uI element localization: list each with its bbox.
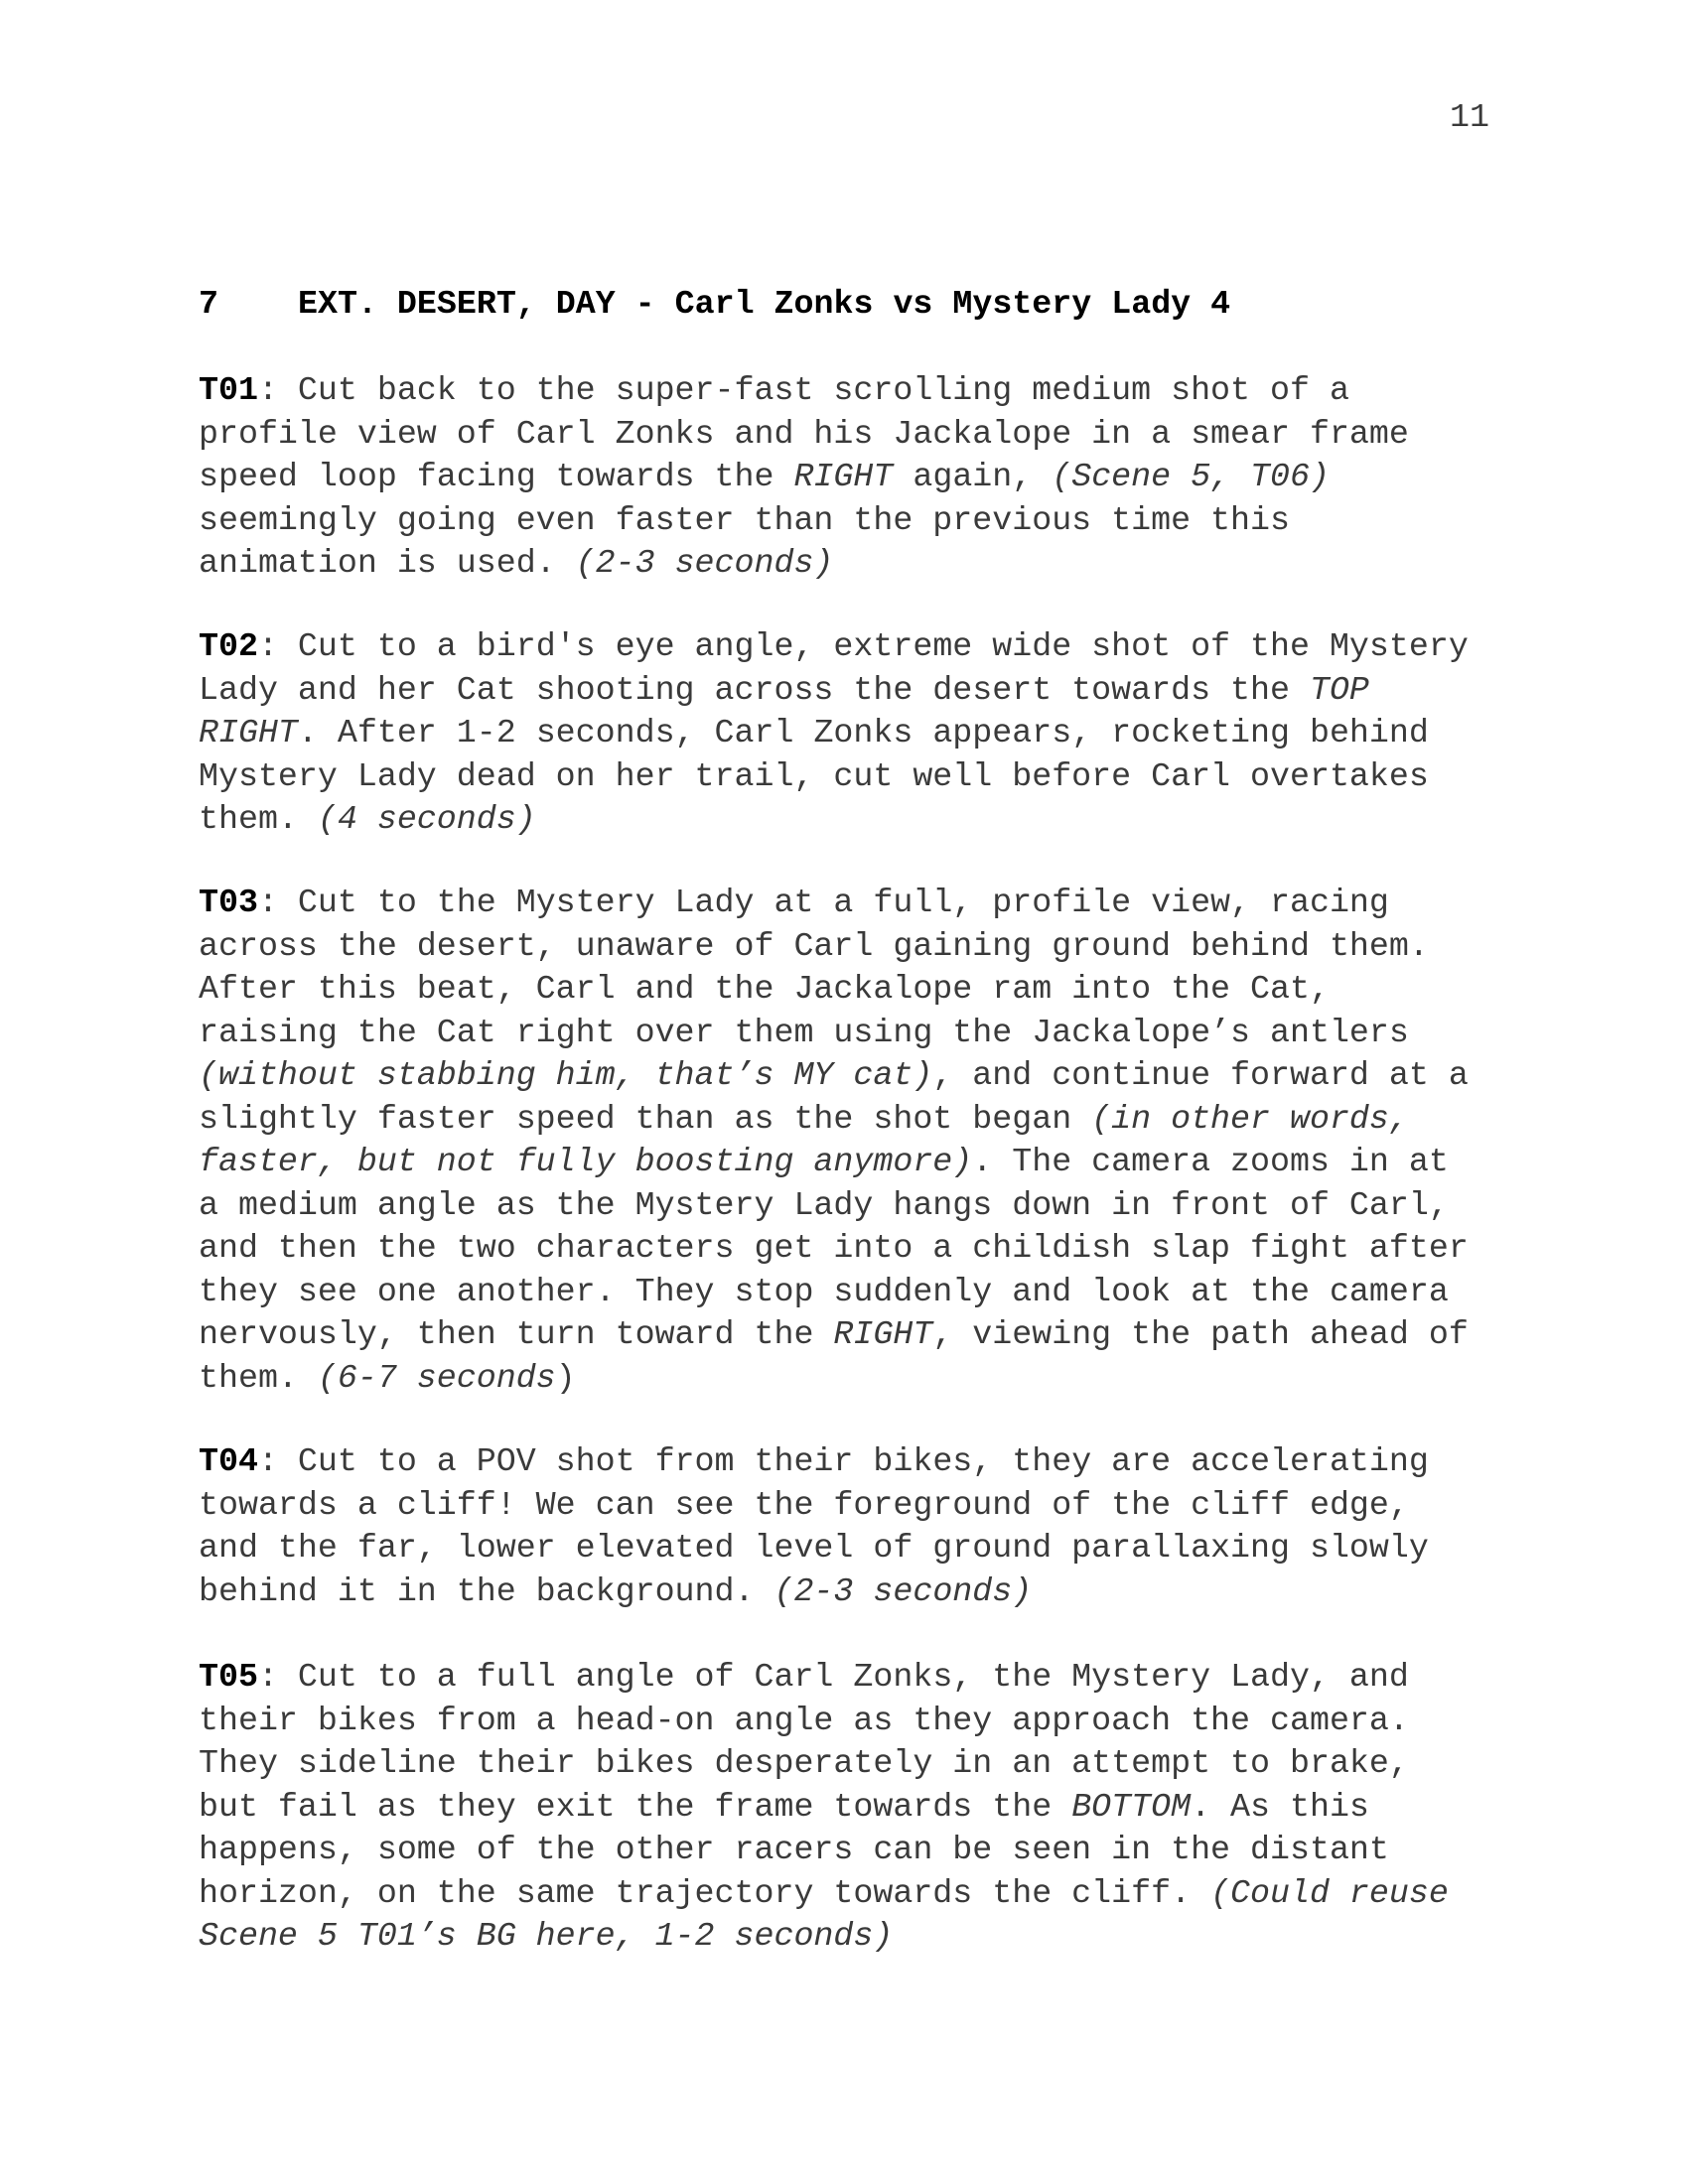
shot-text: After this beat, Carl and the Jackalope ram into the Cat,	[199, 970, 1330, 1009]
italic-text: (Scene 5, T06)	[1052, 458, 1330, 496]
shot-label: T03	[199, 884, 258, 921]
shot-text: slightly faster speed than as the shot began	[199, 1099, 1092, 1138]
italic-text: Scene 5 T01’s BG here, 1-2 seconds)	[199, 1917, 894, 1956]
shot-text: them.	[199, 1359, 318, 1398]
shot-text: seemingly going even faster than the previous time this	[199, 500, 1290, 539]
shot-t02	[199, 625, 1489, 842]
shot-line	[199, 712, 1489, 755]
shot-line	[199, 1227, 1489, 1271]
shot-line	[199, 1829, 1489, 1872]
shot-text: : Cut to a bird's eye angle, extreme wide shot of the Mystery	[257, 627, 1469, 665]
shot-t05	[199, 1656, 1489, 1959]
italic-text: BOTTOM	[1071, 1787, 1192, 1826]
shot-t03	[199, 882, 1489, 1401]
shot-text: Mystery Lady dead on her trail, cut well before Carl overtakes	[199, 756, 1429, 795]
shot-line	[199, 1872, 1489, 1916]
shot-line	[199, 755, 1489, 799]
shot-text: horizon, on the same trajectory towards the cliff.	[199, 1873, 1211, 1912]
shot-text: happens, some of the other racers can be seen in the distant	[199, 1831, 1389, 1869]
shot-line	[199, 1527, 1489, 1570]
italic-text: (2-3 seconds)	[774, 1571, 1033, 1610]
scene-heading-text: EXT. DESERT, DAY - Carl Zonks vs Mystery Lady 4	[298, 285, 1231, 323]
shot-label: T05	[199, 1658, 258, 1696]
italic-text: (Could reuse	[1210, 1873, 1449, 1912]
shot-text: : Cut to a full angle of Carl Zonks, the Mystery Lady, and	[257, 1658, 1409, 1696]
shot-line	[199, 1786, 1489, 1830]
shot-line	[199, 1357, 1489, 1401]
shot-line	[199, 669, 1489, 713]
shot-text: across the desert, unaware of Carl gaining ground behind them.	[199, 926, 1429, 965]
italic-text: (4 seconds)	[317, 800, 536, 839]
shot-text: nervously, then turn toward the	[199, 1315, 834, 1354]
shot-text: Lady and her Cat shooting across the desert towards the	[199, 670, 1310, 709]
shot-text: animation is used.	[199, 544, 576, 583]
italic-text: (6-7 seconds	[317, 1359, 556, 1398]
shot-line	[199, 925, 1489, 969]
shot-line	[199, 1656, 1489, 1700]
scene-heading	[199, 284, 1230, 324]
shot-line	[199, 1915, 1489, 1959]
shot-line	[199, 1313, 1489, 1357]
page-number: 11	[1450, 98, 1489, 136]
shot-text: their bikes from a head-on angle as they approach the camera.	[199, 1701, 1409, 1739]
shot-text: They sideline their bikes desperately in an attempt to brake,	[199, 1744, 1409, 1783]
shot-line	[199, 1440, 1489, 1484]
shot-label: T02	[199, 627, 258, 665]
shot-text: towards a cliff! We can see the foreground of the cliff edge,	[199, 1485, 1409, 1524]
shot-text: and then the two characters get into a childish slap fight after	[199, 1229, 1469, 1268]
shot-text: again,	[893, 458, 1053, 496]
shot-text: )	[555, 1359, 576, 1398]
italic-text: (without stabbing him, that’s MY cat)	[199, 1056, 933, 1095]
shot-text: but fail as they exit the frame towards the	[199, 1787, 1072, 1826]
shot-line	[199, 968, 1489, 1012]
shot-line	[199, 542, 1489, 586]
shot-text: , and continue forward at a	[932, 1056, 1469, 1095]
shot-text: , viewing the path ahead of	[932, 1315, 1469, 1354]
shot-line	[199, 1700, 1489, 1743]
shot-line	[199, 1141, 1489, 1184]
shot-text: : Cut to the Mystery Lady at a full, profile view, racing	[257, 884, 1389, 921]
shot-text: they see one another. They stop suddenly and look at the camera	[199, 1272, 1449, 1310]
shot-line	[199, 1098, 1489, 1142]
shot-label: T04	[199, 1442, 258, 1480]
italic-text: faster, but not fully boosting anymore)	[199, 1143, 973, 1181]
shot-line	[199, 1054, 1489, 1098]
shot-text: and the far, lower elevated level of ground parallaxing slowly	[199, 1529, 1429, 1568]
shot-line	[199, 369, 1489, 413]
shot-text: raising the Cat right over them using the Jackalope’s antlers	[199, 1013, 1409, 1051]
shot-line	[199, 1742, 1489, 1786]
shot-text: . After 1-2 seconds, Carl Zonks appears, rocketing behind	[297, 714, 1429, 752]
italic-text: RIGHT	[833, 1315, 933, 1354]
italic-text: (in other words,	[1091, 1099, 1409, 1138]
shot-line	[199, 499, 1489, 543]
shot-text: speed loop facing towards the	[199, 458, 794, 496]
shot-text: . The camera zooms in at	[972, 1143, 1449, 1181]
shot-line	[199, 1570, 1489, 1614]
italic-text: TOP	[1309, 670, 1369, 709]
shot-line	[199, 1012, 1489, 1055]
scene-number: 7	[199, 285, 218, 323]
shot-line	[199, 1271, 1489, 1314]
shot-label: T01	[199, 371, 258, 409]
italic-text: (2-3 seconds)	[575, 544, 834, 583]
shot-line	[199, 882, 1489, 925]
shot-text: behind it in the background.	[199, 1571, 774, 1610]
shot-line	[199, 625, 1489, 669]
shot-line	[199, 1184, 1489, 1228]
shot-t04	[199, 1440, 1489, 1613]
shot-line	[199, 798, 1489, 842]
shot-line	[199, 456, 1489, 499]
shot-text: profile view of Carl Zonks and his Jackalope in a smear frame	[199, 414, 1409, 453]
shot-t01	[199, 369, 1489, 586]
shot-text: : Cut back to the super-fast scrolling medium shot of a	[257, 371, 1349, 409]
shot-text: : Cut to a POV shot from their bikes, they are accelerating	[257, 1442, 1429, 1480]
italic-text: RIGHT	[199, 714, 298, 752]
shot-line	[199, 1484, 1489, 1528]
shot-text: . As this	[1191, 1787, 1369, 1826]
shot-line	[199, 413, 1489, 457]
shot-text: a medium angle as the Mystery Lady hangs down in front of Carl,	[199, 1185, 1449, 1224]
shot-text: them.	[199, 800, 318, 839]
italic-text: RIGHT	[793, 458, 894, 496]
